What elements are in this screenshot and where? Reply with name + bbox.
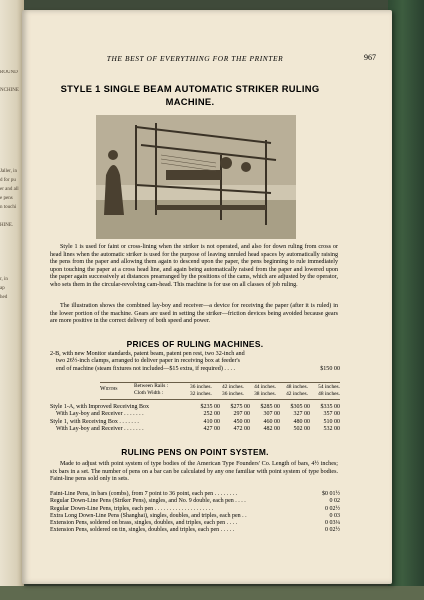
pen-label: Extension Pens, soldered on tin, singles, doubles, and triples, each pen . . . . .	[50, 527, 235, 534]
prices-heading: PRICES OF RULING MACHINES.	[126, 339, 264, 349]
pen-price-list	[50, 491, 340, 535]
cloth-width-label: Cloth Width :	[134, 389, 164, 396]
price-cell: 480 00	[293, 418, 310, 425]
pen-price: $0 01½	[322, 491, 340, 497]
adjacent-page-line: d for pu	[0, 178, 16, 183]
adjacent-page-line: n touchi	[0, 205, 17, 210]
page-number: 967	[364, 53, 376, 62]
cloth-width-col-2: 36 inches.	[222, 390, 244, 397]
adjacent-page-line: r, in	[0, 277, 8, 282]
machine-illustration	[96, 115, 296, 239]
pens-heading: RULING PENS ON POINT SYSTEM.	[121, 447, 269, 457]
widths-label: Widths	[100, 386, 118, 392]
price-table	[50, 404, 340, 434]
pen-label: Regular Down-Line Pens (Striker Pens), singles, and No. 9 double, each pen . . . .	[50, 498, 246, 505]
cloth-width-col-1: 32 inches.	[190, 390, 212, 397]
pen-label: Extension Pens, soldered on brass, singles, doubles, and triples, each pen . . . .	[50, 520, 238, 527]
price-cell: $275 00	[230, 404, 250, 410]
between-rails-col-4: 48 inches.	[286, 384, 308, 390]
widths-header	[100, 382, 340, 400]
ruling-machine-photo	[96, 115, 296, 239]
price-cell: 427 00	[203, 426, 220, 433]
title-line-1: STYLE 1 SINGLE BEAM AUTOMATIC STRIKER RULING	[60, 83, 320, 94]
list-item	[50, 498, 340, 505]
pen-price: 0 02	[329, 498, 340, 505]
pen-price: 0 03¼	[325, 520, 340, 527]
model-2b-line-2: two 26½-inch clamps, arranged to deliver paper in receiving box at feeder's	[56, 358, 241, 365]
cloth-width-col-4: 42 inches.	[286, 390, 308, 397]
list-item	[50, 527, 340, 534]
between-rails-col-2: 42 inches.	[222, 384, 244, 390]
row-label: Style 1-A, with Improved Receiving Box	[50, 404, 149, 410]
table-row	[50, 411, 340, 418]
title-line-2: MACHINE.	[165, 96, 215, 107]
page-title	[40, 82, 340, 108]
pens-intro: Made to adjust with point system of type bodies of the American Type Founders' Co. Length of bars, 4½ inches; six bars in a set. The number of pens on a bar can be calculated by any one familiar with point system of type bodies. Faint-line pens sold only in sets.	[50, 461, 338, 482]
price-cell: 410 00	[203, 418, 220, 425]
table-row	[50, 419, 340, 426]
list-item	[50, 520, 340, 527]
running-head: THE BEST OF EVERYTHING FOR THE PRINTER	[106, 54, 284, 63]
price-cell: 482 00	[263, 426, 280, 433]
price-cell: 357 00	[323, 411, 340, 418]
adjacent-page-line: HINE.	[0, 223, 14, 228]
pen-label: Faint-Line Pens, in bars (combs), from 7 point to 36 point, each pen . . . . . . . .	[50, 491, 238, 497]
between-rails-col-5: 54 inches.	[318, 384, 340, 390]
model-2b-line-1: 2-B, with new Monitor standards, patent beam, patent pen rest, two 32-inch and	[50, 351, 245, 357]
row-label: With Lay-boy and Receiver . . . . . . .	[56, 426, 144, 433]
price-cell: $235 00	[200, 404, 220, 410]
adjacent-page-line: er and all	[0, 187, 19, 192]
pen-price: 0 02½	[325, 505, 340, 512]
price-cell: 472 00	[233, 426, 250, 433]
adjacent-page-line: ROUND	[0, 70, 18, 75]
price-cell: 307 00	[263, 411, 280, 418]
list-item	[50, 506, 340, 513]
pen-label: Extra Long Down-Line Pens (Shanghai), singles, doubles, and triples, each pen . .	[50, 512, 247, 519]
pen-price: 0 03	[329, 512, 340, 519]
cloth-width-col-3: 38 inches.	[254, 390, 276, 397]
between-rails-col-3: 44 inches.	[254, 384, 276, 390]
adjacent-page-line: NCHINE	[0, 88, 19, 93]
description-paragraph-2: The illustration shows the combined lay-boy and receiver—a device for receiving the paper (after it is ruled) in the lower portion of the machine. Gears are used in setting the striker—friction devices being avoided because gears are more positive in the correct delivery of both speed and power.	[50, 303, 338, 324]
description-paragraph-1: Style 1 is used for faint or cross-lining when the striker is not operated, and also for down ruling from cross or head lines when the automatic striker is used for the purpose of leaving unruled head spaces by automatically raising the pens from the paper and allowing them again to descend upon the paper, the pens beginning to rule immediately upon touching the paper at a cross head line, and again being automatically raised from the paper and lowered upon the paper again successively at distances prearranged by the positions of the cams, which are adjusted by the operator, who sets them in the circular-revolving cam-head. This machine is for use on all classes of job ruling.	[50, 244, 338, 288]
adjacent-page-line: Jaller, in	[0, 169, 18, 174]
adjacent-page-line: e pens	[0, 196, 13, 201]
table-row	[50, 404, 340, 411]
model-2b-price: $150 00	[320, 365, 340, 372]
price-cell: $285 00	[260, 404, 280, 410]
price-cell: $335 00	[320, 404, 340, 410]
price-cell: 327 00	[293, 411, 310, 418]
model-2b-description	[50, 351, 340, 373]
between-rails-label: Between Rails :	[134, 383, 169, 389]
price-cell: 297 00	[233, 411, 250, 418]
cloth-width-col-5: 48 inches.	[318, 390, 340, 397]
pen-label: Regular Down-Line Pens, triples, each pen . . . . . . . . . . . . . . . . . . . .	[50, 505, 214, 512]
list-item	[50, 513, 340, 520]
price-cell: 460 00	[263, 418, 280, 425]
table-row	[50, 426, 340, 433]
model-2b-line-3: end of machine (steam fixtures not included—$15 extra, if required) . . . .	[56, 365, 236, 372]
price-cell: 502 00	[293, 426, 310, 433]
row-label: Style 1, with Receiving Box . . . . . . .	[50, 418, 139, 425]
price-cell: 532 00	[323, 426, 340, 433]
price-cell: 510 00	[323, 418, 340, 425]
price-cell: $305 00	[290, 404, 310, 410]
adjacent-page-line: ap	[0, 286, 5, 291]
adjacent-page-line: hed	[0, 295, 8, 300]
pen-price: 0 02½	[325, 527, 340, 534]
between-rails-col-1: 36 inches.	[190, 384, 212, 390]
price-cell: 450 00	[233, 418, 250, 425]
price-cell: 252 00	[203, 411, 220, 418]
row-label: With Lay-boy and Receiver . . . . . . .	[56, 411, 144, 418]
